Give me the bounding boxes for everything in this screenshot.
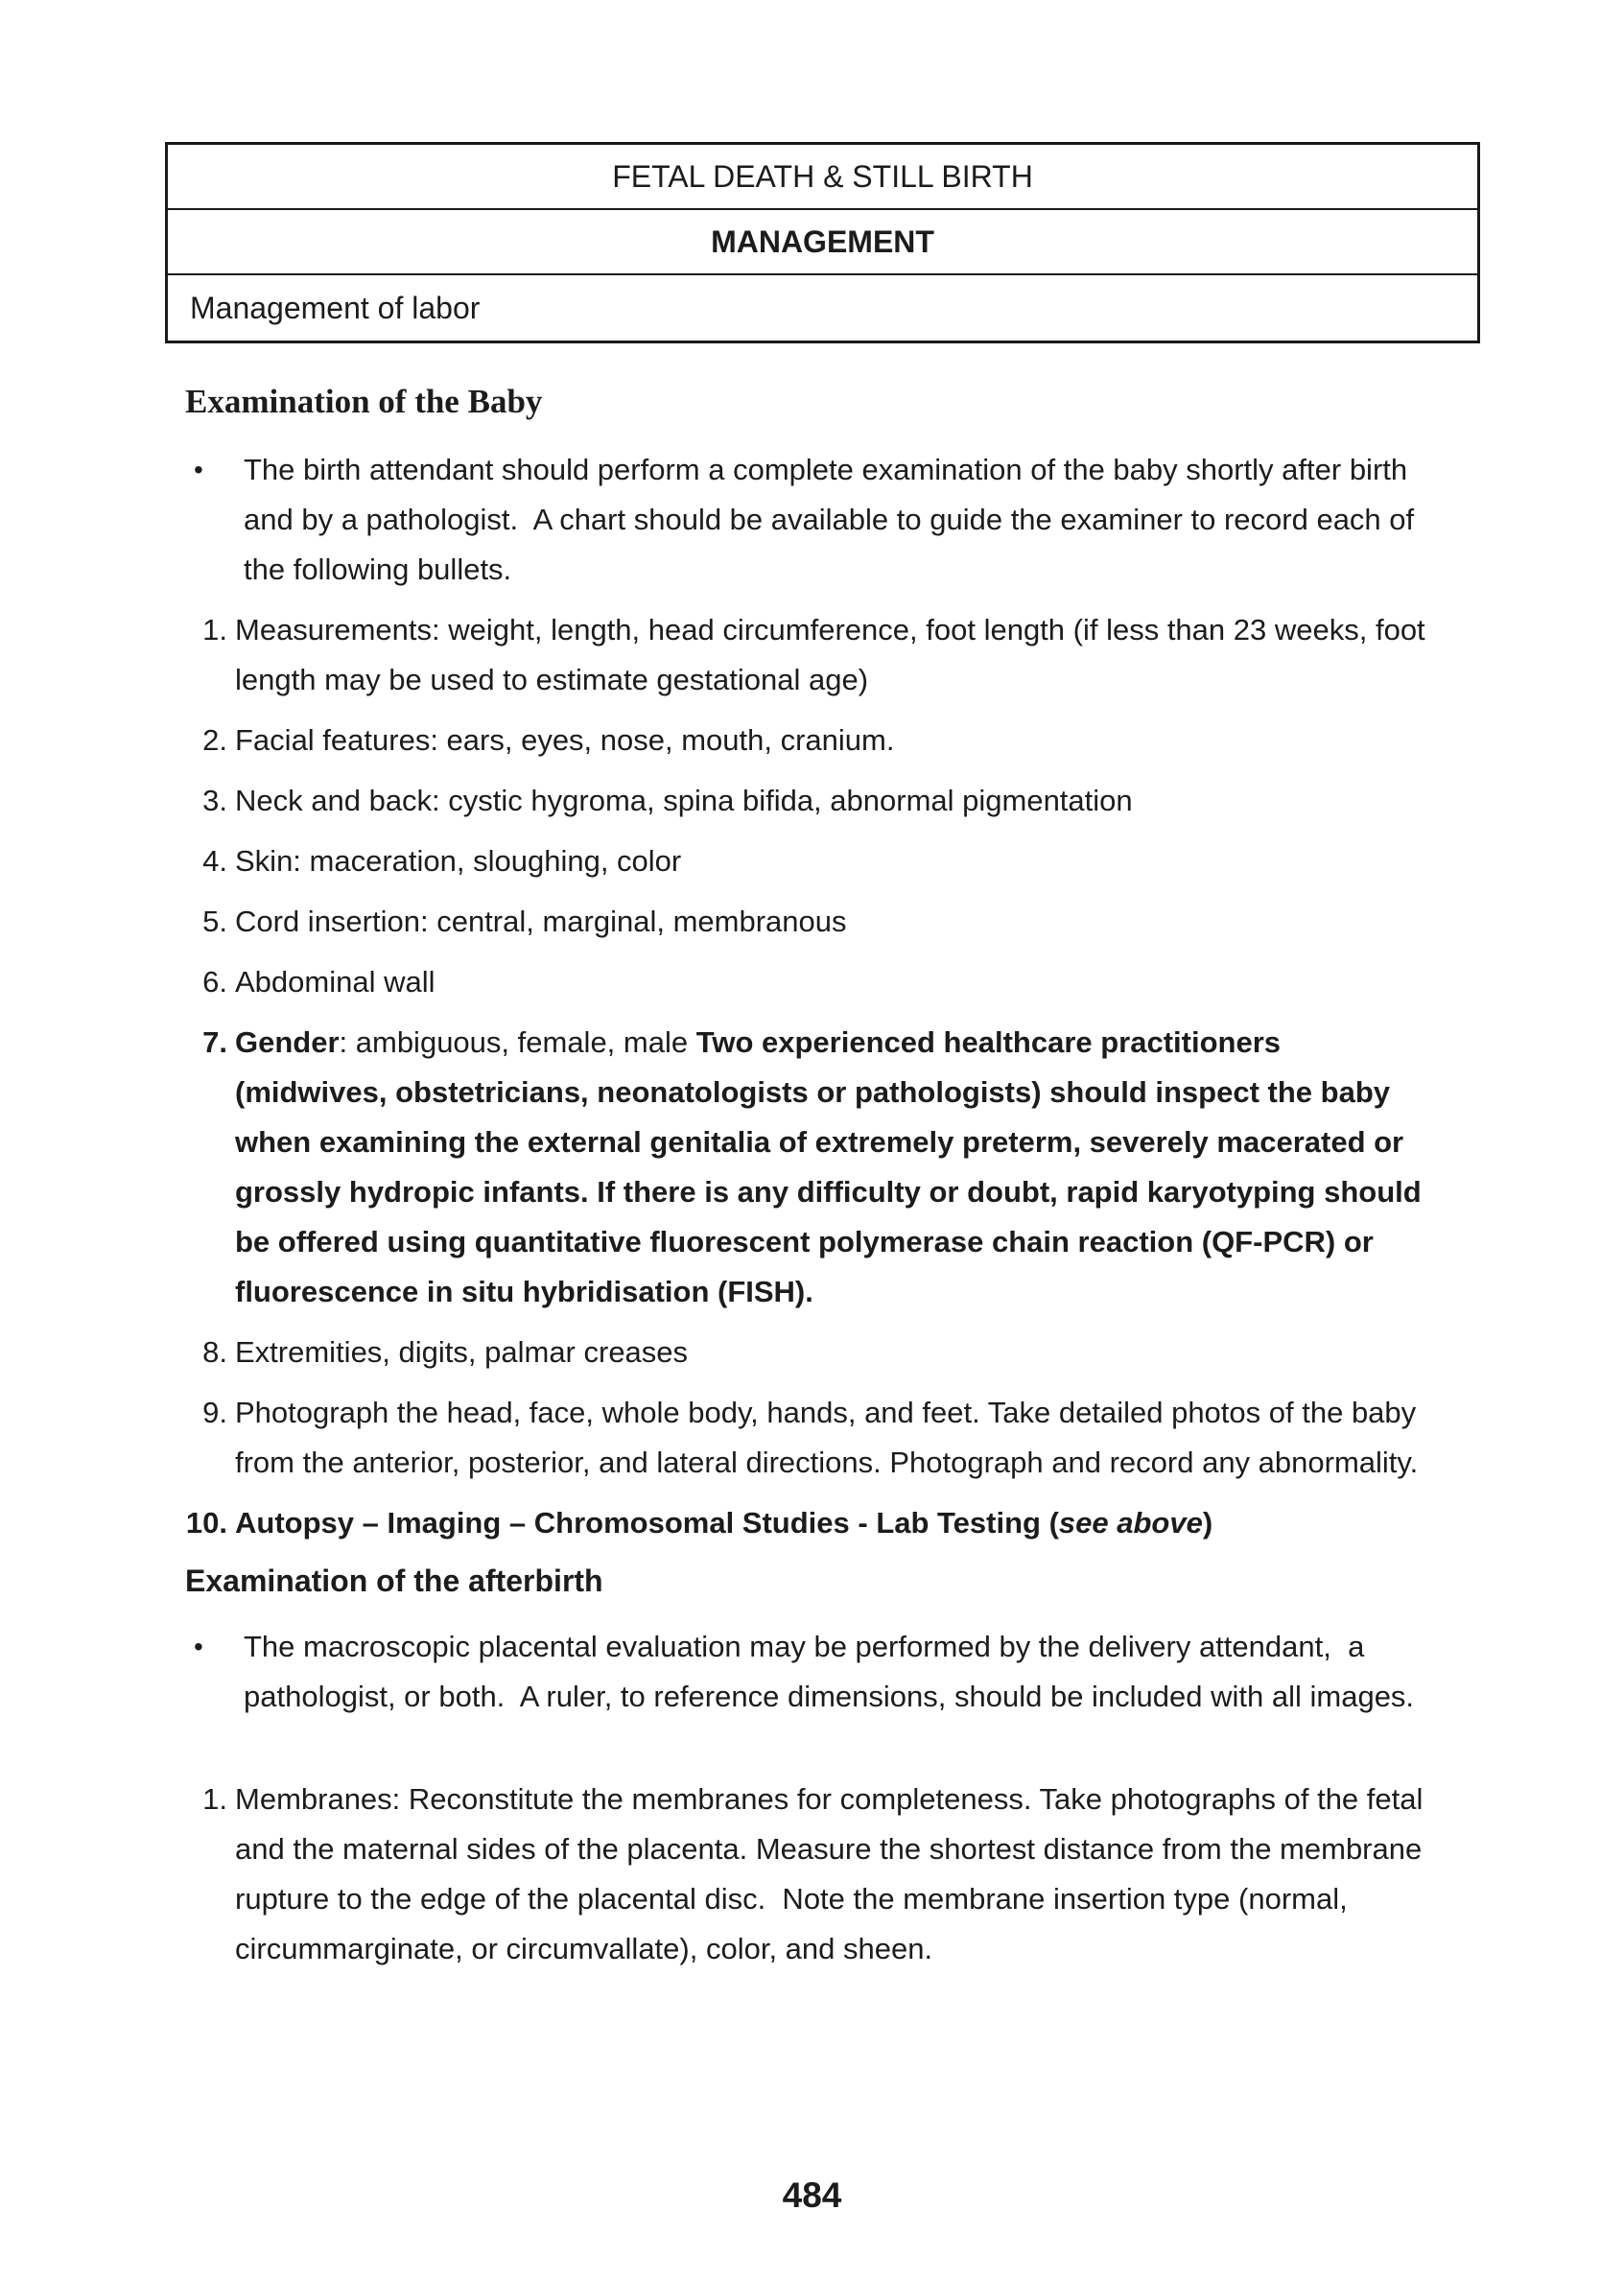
list-number: 5. (202, 905, 227, 938)
paragraph-text (235, 1018, 1439, 1317)
list-number: 6. (202, 965, 227, 999)
text-run-bold: Gender (235, 1025, 340, 1059)
list-item (185, 897, 1439, 947)
list-item (185, 957, 1439, 1007)
list-item (185, 1018, 1439, 1317)
list-number: 1. (202, 1782, 227, 1816)
list-item (185, 605, 1439, 705)
paragraph-text (235, 1498, 1439, 1548)
text-run-bold: Autopsy – Imaging – Chromosomal Studies - Lab Testing ( (235, 1506, 1059, 1540)
text-run-bold: ) (1202, 1506, 1213, 1540)
list-number: 10. (185, 1506, 227, 1540)
list-item (185, 1498, 1439, 1548)
blank-line-spacer (185, 1732, 1439, 1775)
paragraph-text: Neck and back: cystic hygroma, spina bifida, abnormal pigmentation (235, 784, 1133, 817)
section-title: MANAGEMENT (711, 223, 934, 259)
paragraph-text: Photograph the head, face, whole body, hands, and feet. Take detailed photos of the baby from the anterior, posterior, and lateral directions. Photograph and record any abnormality. (235, 1396, 1424, 1479)
doc-title: FETAL DEATH & STILL BIRTH (612, 158, 1033, 194)
list-item (185, 1388, 1439, 1488)
list-item (185, 776, 1439, 826)
list-item (185, 716, 1439, 765)
list-number: 2. (202, 723, 227, 757)
list-number: 4. (202, 844, 227, 878)
list-number: 1. (202, 613, 227, 647)
text-run-bold: Two experienced healthcare practitioners (midwives, obstetricians, neonatologists or pathologists) should inspect the baby when examining the external genitalia of extremely preterm, severely macerated or grossly hydropic infants. If there is any difficulty or doubt, rapid karyotyping should be offered using quantitative fluorescent polymerase chain reaction (QF-PCR) or fluorescence in situ hybridisation (FISH). (235, 1025, 1430, 1308)
bullet-marker: • (194, 455, 203, 484)
page-content (185, 142, 1439, 1985)
heading-examination-of-the-afterbirth: Examination of the afterbirth (185, 1564, 603, 1598)
list-item (185, 445, 1439, 595)
heading-examination-of-the-baby: Examination of the Baby (185, 383, 543, 420)
subsection-title: Management of labor (190, 290, 481, 325)
bullet-marker: • (194, 1632, 203, 1661)
paragraph-text: Abdominal wall (235, 965, 435, 999)
paragraph-text: The birth attendant should perform a complete examination of the baby shortly after birth and by a pathologist. A chart should be available to guide the examiner to record each of the following bullets. (244, 453, 1423, 586)
list-number: 9. (202, 1396, 227, 1429)
paragraph-text: Measurements: weight, length, head circumference, foot length (if less than 23 weeks, foot length may be used to estimate gestational age) (235, 613, 1434, 696)
list-number: 8. (202, 1335, 227, 1369)
paragraph-text: Facial features: ears, eyes, nose, mouth, cranium. (235, 723, 895, 757)
paragraph-text: Cord insertion: central, marginal, membranous (235, 905, 847, 938)
header-table (165, 142, 1480, 343)
header-row-section (168, 210, 1477, 275)
header-row-title (168, 145, 1477, 210)
paragraph-text: Membranes: Reconstitute the membranes for completeness. Take photographs of the fetal and the maternal sides of the placenta. Measure the shortest distance from the membrane rupture to the edge of the placental disc. Note the membrane insertion type (normal, circummarginate, or circumvallate), color, and sheen. (235, 1782, 1432, 1965)
paragraph-text: The macroscopic placental evaluation may be performed by the delivery attendant, a pathologist, or both. A ruler, to reference dimensions, should be included with all images. (244, 1630, 1415, 1713)
list-item (185, 1775, 1439, 1974)
header-row-subsection (168, 275, 1477, 341)
list-item (185, 1622, 1439, 1722)
paragraph-text: Skin: maceration, sloughing, color (235, 844, 682, 878)
list-item (185, 1328, 1439, 1377)
text-run-plain: : ambiguous, female, male (339, 1025, 696, 1059)
list-number: 7. (202, 1025, 227, 1059)
paragraph-text: Extremities, digits, palmar creases (235, 1335, 689, 1369)
text-run-bold-italic: see above (1058, 1506, 1203, 1540)
page-number: 484 (782, 2175, 842, 2215)
list-item (185, 836, 1439, 886)
list-number: 3. (202, 784, 227, 817)
